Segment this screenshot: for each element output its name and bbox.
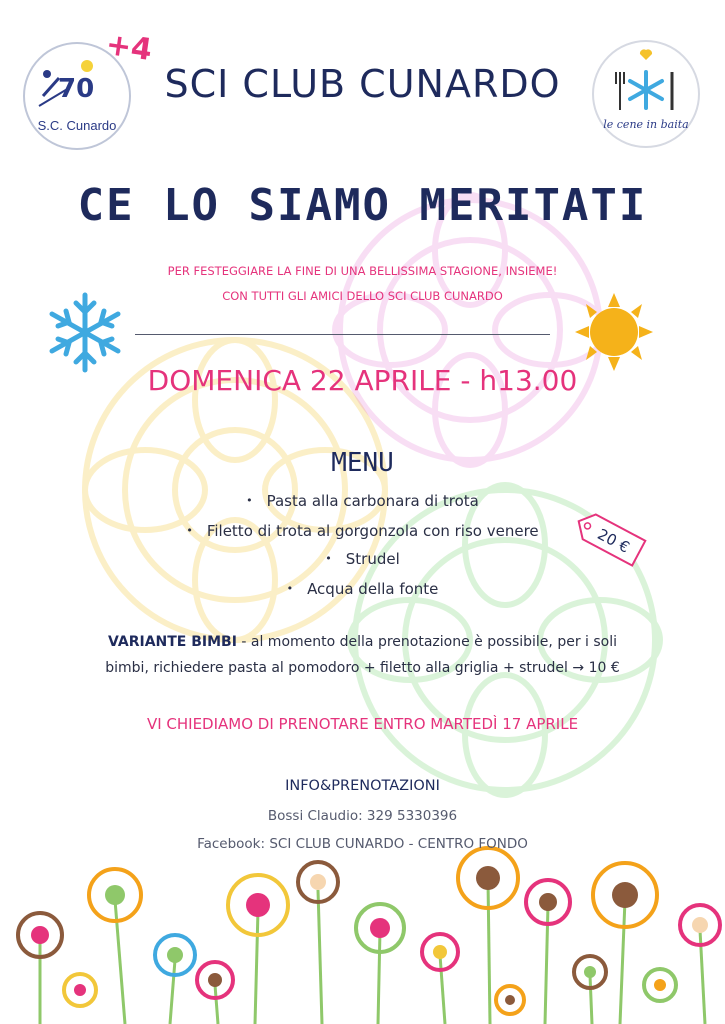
anniversary-badge: +4 bbox=[103, 26, 155, 69]
logo-caption: le cene in baita bbox=[603, 118, 689, 131]
price-tag bbox=[572, 508, 656, 572]
kids-variant-text: - al momento della prenotazione è possibile, per i soli bbox=[236, 634, 618, 650]
kids-variant-label: VARIANTE BIMBI bbox=[107, 634, 237, 650]
bullet: • bbox=[325, 552, 332, 565]
menu-item bbox=[100, 580, 625, 598]
kids-variant bbox=[60, 630, 665, 654]
pink-flower-decoration bbox=[335, 195, 605, 465]
divider bbox=[135, 334, 550, 335]
contact-phone: Bossi Claudio: 329 5330396 bbox=[267, 808, 458, 824]
menu-item-label: Filetto di trota al gorgonzola con riso venere bbox=[206, 522, 539, 540]
menu-item bbox=[100, 550, 625, 568]
menu-item-label: Pasta alla carbonara di trota bbox=[266, 492, 479, 510]
booking-deadline: VI CHIEDIAMO DI PRENOTARE ENTRO MARTEDÌ 17 APRILE bbox=[146, 715, 579, 733]
bullet: • bbox=[246, 494, 253, 507]
bullet: • bbox=[286, 582, 294, 595]
menu-item-label: Strudel bbox=[345, 550, 400, 568]
intro-line: CON TUTTI GLI AMICI DELLO SCI CLUB CUNARDO bbox=[222, 289, 503, 303]
bullet: • bbox=[186, 524, 193, 537]
event-date: DOMENICA 22 APRILE - h13.00 bbox=[147, 364, 578, 397]
info-title: INFO&PRENOTAZIONI bbox=[285, 778, 440, 794]
snowflake-icon bbox=[630, 72, 662, 108]
sun-icon bbox=[575, 293, 653, 371]
snowflake-icon bbox=[52, 295, 118, 370]
menu-title: MENU bbox=[331, 448, 394, 478]
anniversary-number: 70 bbox=[58, 74, 95, 104]
intro-line: PER FESTEGGIARE LA FINE DI UNA BELLISSIMA STAGIONE, INSIEME! bbox=[167, 264, 558, 278]
page-headline: CE LO SIAMO MERITATI bbox=[77, 180, 648, 231]
menu-item-label: Acqua della fonte bbox=[307, 580, 439, 598]
logo-caption: S.C. Cunardo bbox=[37, 118, 117, 133]
kids-variant-line: bimbi, richiedere pasta al pomodoro + filetto alla griglia + strudel → 10 € bbox=[105, 660, 620, 676]
price-label: 20 € bbox=[594, 525, 633, 557]
menu-item bbox=[100, 492, 625, 510]
cene-in-baita-logo bbox=[592, 40, 700, 148]
club-title: SCI CLUB CUNARDO bbox=[164, 62, 561, 106]
contact-facebook: Facebook: SCI CLUB CUNARDO - CENTRO FONDO bbox=[197, 836, 528, 852]
fork-icon bbox=[616, 72, 624, 110]
flower-garden-decoration bbox=[18, 848, 720, 1024]
menu-item bbox=[100, 522, 625, 540]
heart-icon bbox=[640, 49, 652, 60]
